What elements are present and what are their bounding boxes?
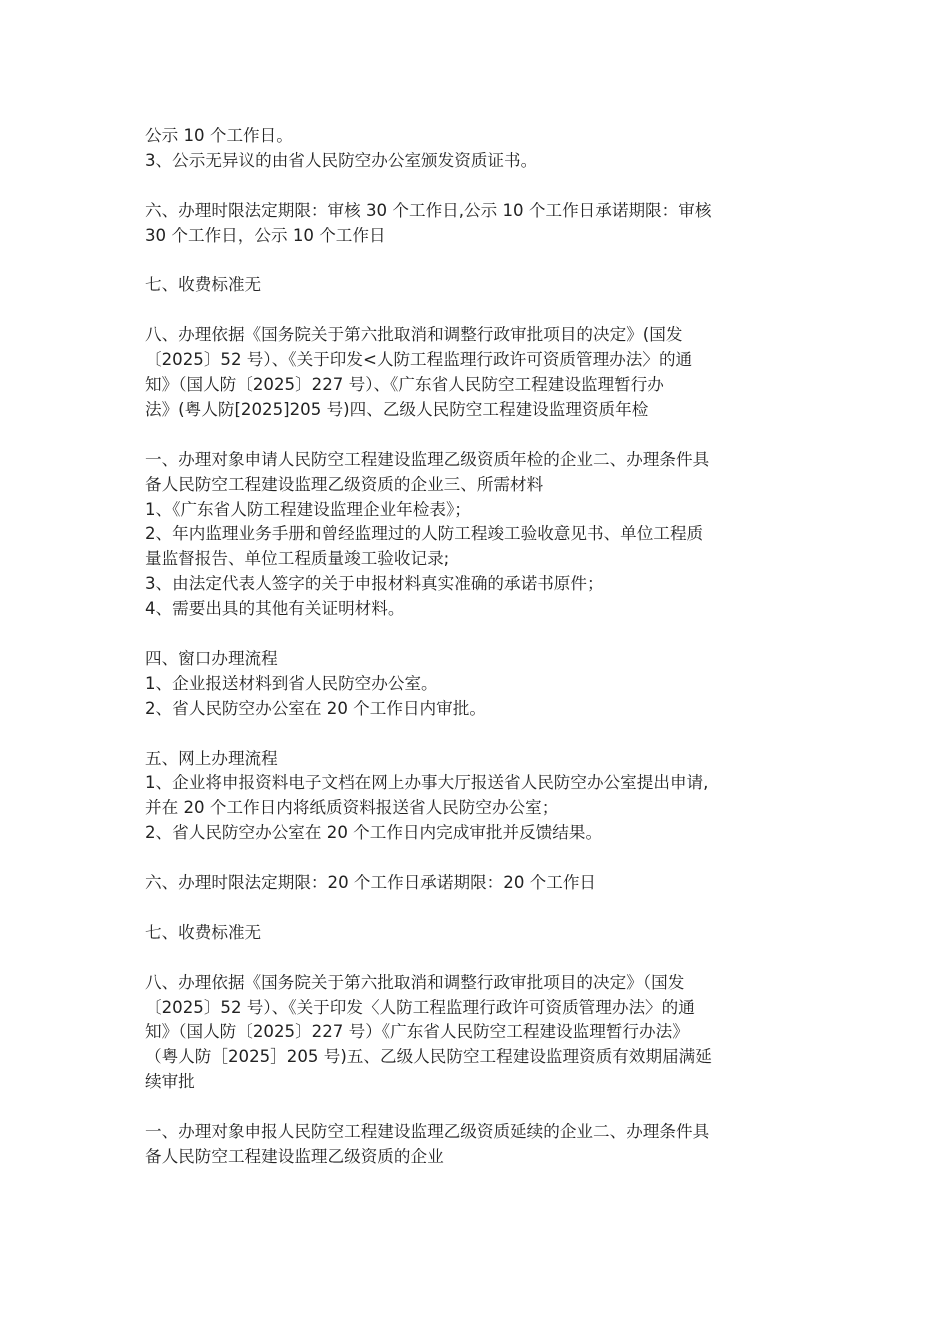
text-line: 六、办理时限法定期限：20 个工作日承诺期限：20 个工作日	[145, 873, 597, 893]
text-line: 七、收费标准无	[145, 275, 262, 295]
text-line: 续审批	[145, 1072, 195, 1092]
paragraph	[145, 323, 805, 423]
paragraph	[145, 971, 805, 1096]
text-line: 公示 10 个工作日。	[145, 126, 293, 145]
text-line: （粤人防［2025］205 号)五、乙级人民防空工程建设监理资质有效期届满延	[145, 1047, 712, 1067]
text-line: 备人民防空工程建设监理乙级资质的企业	[145, 1147, 444, 1166]
paragraph	[145, 124, 805, 174]
text-line: 1、企业报送材料到省人民防空办公室。	[145, 673, 438, 693]
text-line: 一、办理对象申请人民防空工程建设监理乙级资质年检的企业二、办理条件具	[145, 449, 710, 469]
text-line: 八、办理依据《国务院关于第六批取消和调整行政审批项目的决定》（国发	[145, 972, 685, 992]
text-line: 六、办理时限法定期限：审核 30 个工作日,公示 10 个工作日承诺期限：审核	[145, 200, 712, 220]
text-line: 2、省人民防空办公室在 20 个工作日内审批。	[145, 698, 486, 718]
text-line: 〔2025〕52 号）、《关于印发〈人防工程监理行政许可资质管理办法〉的通	[145, 997, 695, 1017]
text-line: 一、办理对象申报人民防空工程建设监理乙级资质延续的企业二、办理条件具	[145, 1122, 710, 1142]
text-line: 五、网上办理流程	[145, 748, 278, 768]
text-line: 3、由法定代表人签字的关于申报材料真实准确的承诺书原件；	[145, 574, 604, 594]
text-line: 量监督报告、单位工程质量竣工验收记录;	[145, 549, 450, 569]
text-line: 七、收费标准无	[145, 922, 262, 942]
paragraph	[145, 199, 805, 249]
paragraph	[145, 871, 805, 896]
text-line: 3、公示无异议的由省人民防空办公室颁发资质证书。	[145, 150, 538, 170]
text-line: 知》（国人防〔2025〕227 号）《广东省人民防空工程建设监理暂行办法》	[145, 1022, 689, 1042]
paragraph	[145, 273, 805, 298]
text-line: 并在 20 个工作日内将纸质资料报送省人民防空办公室；	[145, 798, 559, 818]
paragraph	[145, 747, 805, 847]
text-line: 〔2025〕52 号）、《关于印发<人防工程监理行政许可资质管理办法〉的通	[145, 350, 693, 370]
text-line: 2、省人民防空办公室在 20 个工作日内完成审批并反馈结果。	[145, 823, 603, 843]
text-line: 1、《广东省人防工程建设监理企业年检表》；	[145, 499, 471, 519]
paragraph	[145, 647, 805, 722]
document-body	[145, 124, 805, 1195]
text-line: 备人民防空工程建设监理乙级资质的企业三、所需材料	[145, 474, 544, 494]
text-line: 1、企业将申报资料电子文档在网上办事大厅报送省人民防空办公室提出申请,	[145, 773, 709, 793]
text-line: 四、窗口办理流程	[145, 648, 278, 668]
text-line: 4、需要出具的其他有关证明材料。	[145, 599, 405, 619]
text-line: 法》(粤人防[2025]205 号)四、乙级人民防空工程建设监理资质年检	[145, 399, 649, 419]
text-line: 30 个工作日，公示 10 个工作日	[145, 225, 386, 245]
paragraph	[145, 1120, 805, 1170]
text-line: 八、办理依据《国务院关于第六批取消和调整行政审批项目的决定》(国发	[145, 325, 683, 345]
text-line: 2、年内监理业务手册和曾经监理过的人防工程竣工验收意见书、单位工程质	[145, 524, 704, 544]
paragraph	[145, 448, 805, 622]
paragraph	[145, 921, 805, 946]
text-line: 知》（国人防〔2025〕227 号）、《广东省人民防空工程建设监理暂行办	[145, 375, 664, 395]
